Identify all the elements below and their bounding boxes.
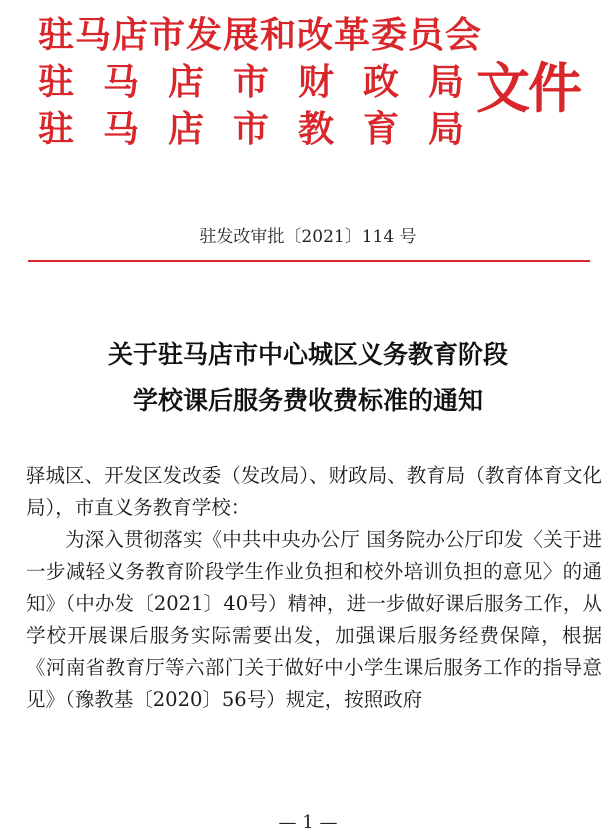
issuer-development-reform-commission: 驻马店市发展和改革委员会 [38, 15, 483, 56]
page-number: — 1 — [278, 812, 338, 833]
issuer-finance-bureau: 驻马店市财政局 [38, 62, 494, 103]
document-number: 驻发改审批〔2021〕114 号 [199, 227, 417, 247]
body-text [26, 460, 602, 716]
body-paragraph-1: 为深入贯彻落实《中共中央办公厅 国务院办公厅印发〈关于进一步减轻义务教育阶段学生作业负担和校外培训负担的意见〉的通知》（中办发〔2021〕40号）精神，进一步做好课后服务工作，从学校开展课后服务实际需要出发，加强课后服务经费保障，根据《河南省教育厅等六部门关于做好中小学生课后服务工作的指导意见》（豫教基〔2020〕56号）规定，按照政府 [26, 528, 602, 711]
title-line-1: 关于驻马店市中心城区义务教育阶段 [107, 340, 508, 369]
document-type-label: 文件 [476, 57, 580, 120]
issuing-authorities [38, 12, 493, 153]
notice-title [0, 332, 616, 424]
title-line-2: 学校课后服务费收费标准的通知 [132, 386, 483, 415]
recipients-paragraph: 驿城区、开发区发改委（发改局）、财政局、教育局（教育体育文化局），市直义务教育学校： [26, 464, 602, 519]
issuer-education-bureau: 驻马店市教育局 [38, 109, 494, 150]
red-divider [28, 260, 590, 262]
